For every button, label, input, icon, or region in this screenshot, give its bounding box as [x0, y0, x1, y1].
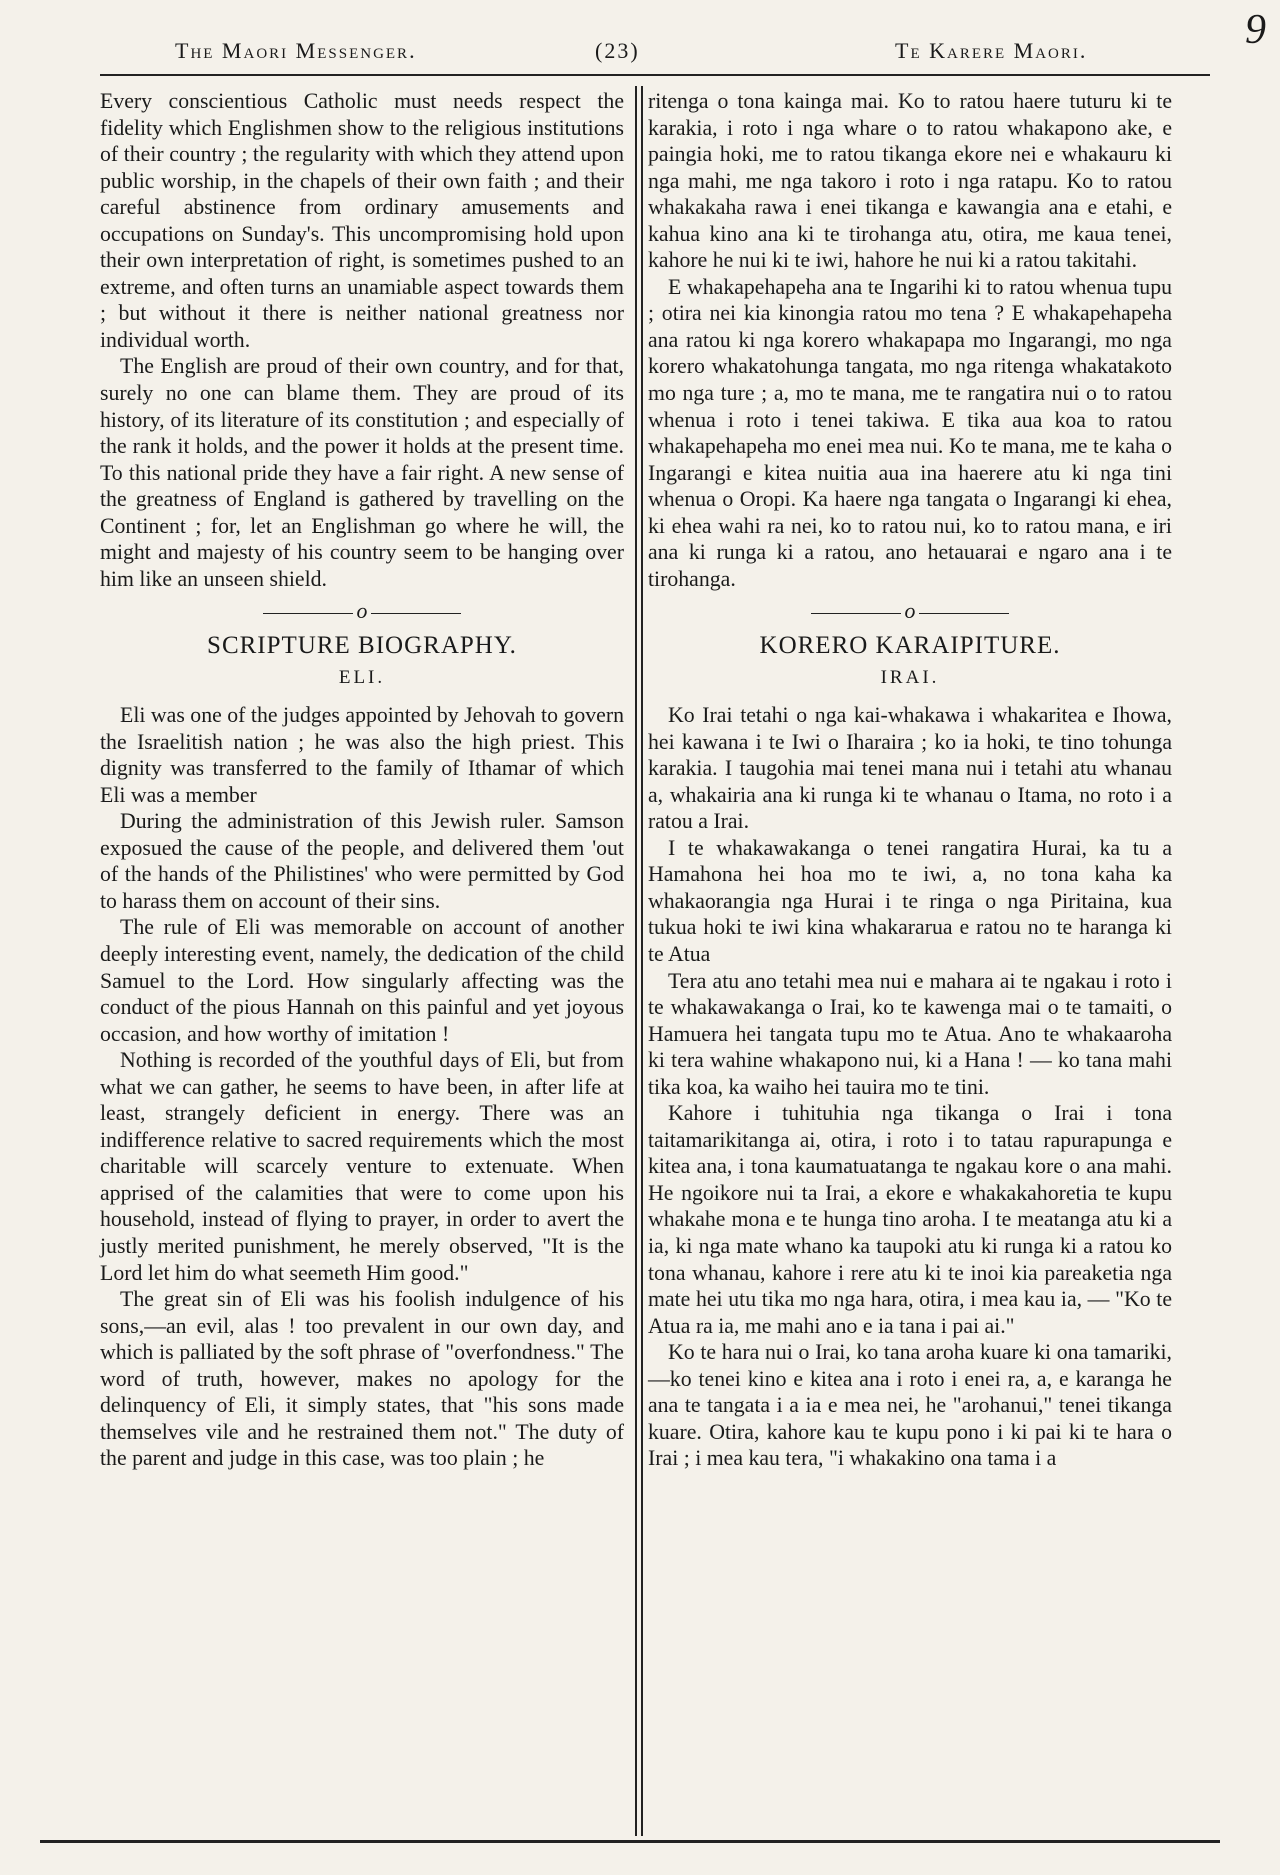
maori-body-paragraph: Ko te hara nui o Irai, ko tana aroha kuare ki ona tamariki,—ko tenei kino e kitea ana i roto i enei ra, a, e karanga he ana te tangata i a ia e mea nei, he "arohanui," tenei tikanga kuare. Otira, kahore kau te kupu pono i ki pai ki te hara o Irai ; i mea kau tera, "i whakakino ona tama i a: [648, 1340, 1172, 1471]
header-rule: [100, 74, 1210, 76]
column-divider: [635, 86, 637, 1836]
section-subtitle: ELI.: [338, 667, 386, 689]
english-body-paragraph: The rule of Eli was memorable on account of another deeply interesting event, namely, the dedication of the child Samuel to the Lord. How singularly affecting was the conduct of the pious Hannah on this painful and yet joyous occasion, and how worthy of imitation !: [100, 915, 624, 1046]
english-body-paragraph: Nothing is recorded of the youthful days of Eli, but from what we can gather, he seems to have been, in after life at least, strangely deficient in energy. There was an indifference relative to sacred requirements which the most charitable will scarcely venture to extenuate. When apprised of the calamities that were to come upon his household, instead of flying to prayer, in order to avert the justly merited punishment, he merely observed, "It is the Lord let him do what seemeth Him good.": [100, 1048, 624, 1285]
english-body-paragraph: The great sin of Eli was his foolish indulgence of his sons,—an evil, alas ! too prevalent in our own day, and which is palliated by the soft phrase of "overfondness." The word of truth, however, makes no apology for the delinquency of Eli, it simply states, that "his sons made themselves vile and he restrained them not." The duty of the parent and judge in this case, was too plain ; he: [100, 1287, 624, 1471]
maori-body-paragraph: Kahore i tuhituhia nga tikanga o Irai i tona taitamarikitanga ai, otira, i roto i to tatau rapurapunga e kitea ana, i tona kaumatuatanga te ngakau kore o ana mahi. He ngoikore nui ta Irai, a ekore e whakakahoretia te kupu whakahe mona e te hunga tino aroha. I te meatanga atu ki a ia, ki nga mate whano ka taupoki atu ki runga ki a ratou ko tona whanau, kahore i rere atu ki te inoi kia pareaketia nga mate hei utu tika mo nga hara, otira, i mea kau ia, — "Ko te Atua ra ia, me mahi ano e ia tana i pai ai.": [648, 1101, 1172, 1338]
masthead-maori: Te Karere Maori.: [895, 38, 1088, 63]
maori-body-paragraph: Ko Irai tetahi o nga kai-whakawa i whakaritea e Ihowa, hei kawana i te Iwi o Iharaira ; ko ia hoki, te tino tohunga karakia. I taugohia mai tenei mana nui i tetahi atu whanau a, whakairia ana ki runga ki te whanau o Itama, no roto i a ratou a Irai.: [648, 703, 1172, 834]
maori-intro-paragraph: E whakapehapeha ana te Ingarihi ki to ratou whenua tupu ; otira nei kia kinongia ratou mo tena ? E whakapehapeha ana ratou ki nga korero whakapapa mo Ingarangi, mo nga korero whakatohunga tangata, mo nga ritenga whakatakoto mo nga ture ; a, mo te mana, me te rangatira nui o to ratou whenua i roto i tenei takiwa. E tika aua koa to ratou whakapehapeha mo enei mea nui. Ko te mana, me te kaha o Ingarangi e kitea nuitia aua ina haerere atu ki nga tini whenua o Oropi. Ka haere nga tangata o Ingarangi ki ehea, ki ehea wahi ra nei, ko to ratou nui, ko to ratou mana, e iri ana ki runga ki a ratou, ano hetauarai e ngaro ana i te tirohanga.: [648, 274, 1172, 591]
maori-body-paragraph: I te whakawakanga o tenei rangatira Hurai, ka tu a Hamahona hei hoa mo te iwi, a, no tona kaha ka whakaorangia nga Hurai i te ringa o nga Piritaina, kua tukua hoki te iwi kina whakararua e ratou no te haranga ki te Atua: [648, 835, 1172, 966]
english-body-paragraph: During the administration of this Jewish ruler. Samson exposued the cause of the people, and delivered them 'out of the hands of the Philistines' who were permitted by God to harass them on account of their sins.: [100, 809, 624, 913]
handwritten-page-mark: 9: [1245, 7, 1266, 53]
section-subtitle: IRAI.: [880, 667, 940, 689]
section-title: KORERO KARAIPITURE.: [759, 631, 1061, 659]
maori-body-paragraph: Tera atu ano tetahi mea nui e mahara ai te ngakau i roto i te whakawakanga o Irai, ko te kawenga mai o te tamaiti, o Hamuera hei tangata tupu mo te Atua. Ano te whakaaroha ki tera wahine whakapono nui, ki a Hana ! — ko tana mahi tika koa, ka waiho hei tauira mo te tini.: [648, 968, 1172, 1099]
english-body-paragraph: Eli was one of the judges appointed by Jehovah to govern the Israelitish nation ; he was also the high priest. This dignity was transferred to the family of Ithamar of which Eli was a member: [100, 703, 624, 807]
page-header: [100, 30, 1200, 70]
section-separator: o: [100, 598, 624, 625]
english-column: [100, 88, 624, 1472]
masthead-english: The Maori Messenger.: [175, 38, 417, 63]
english-intro-paragraph: The English are proud of their own country, and for that, surely no one can blame them. They are proud of its history, of its literature of its constitution ; and especially of the rank it holds, and the power it holds at the present time. To this national pride they have a fair right. A new sense of the greatness of England is gathered by travelling on the Continent ; for, let an Englishman go where he will, the might and majesty of his country seem to be hanging over him like an unseen shield.: [100, 354, 624, 591]
footer-rule: [40, 1840, 1220, 1843]
section-separator: o: [648, 598, 1172, 625]
maori-intro-paragraph: ritenga o tona kainga mai. Ko to ratou haere tuturu ki te karakia, i roto i nga whare o to ratou whakapono ake, e paingia hoki, me to ratou tikanga ekore nei e whakauru ki nga mahi, me nga takoro i roto i nga ratapu. Ko to ratou whakakaha rawa i enei tikanga e kawangia ana e etahi, e kahua kino ana ki te tirohanga atu, otira, me kaua tenei, kahore he nui ki te iwi, hahore he nui ki a ratou takitahi.: [648, 89, 1172, 273]
english-intro-paragraph: Every conscientious Catholic must needs respect the fidelity which Englishmen show to the religious institutions of their country ; the regularity with which they attend upon public worship, in the chapels of their own faith ; and their careful abstinence from ordinary amusements and occupations on Sunday's. This uncompromising hold upon their own interpretation of right, is sometimes pushed to an extreme, and often turns an unamiable aspect towards them ; but without it there is neither national greatness nor individual worth.: [100, 89, 624, 352]
page-number: (23): [595, 38, 640, 63]
maori-column: [648, 88, 1172, 1472]
section-title: SCRIPTURE BIOGRAPHY.: [207, 631, 517, 659]
column-divider-second: [641, 86, 643, 1836]
